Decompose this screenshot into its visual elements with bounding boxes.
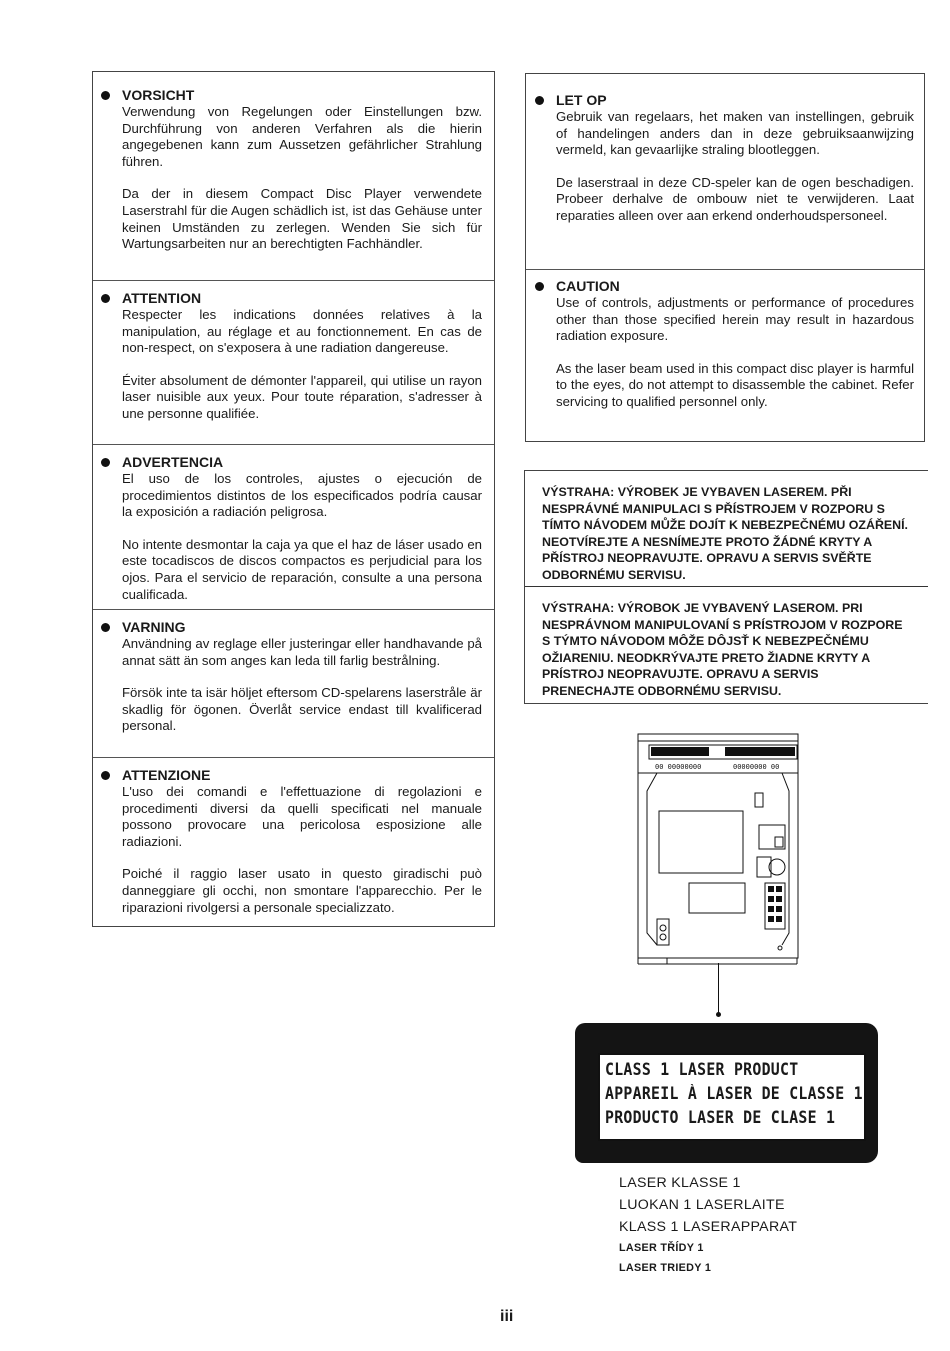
bullet-icon (101, 771, 110, 780)
paragraph: Verwendung von Regelungen oder Einstellungen bzw. Durchführung von anderen Verfahren als die hierin angegebenen kann zum Aussetzen gefährlicher Strahlung führen. (122, 104, 482, 169)
laser-class-label-panel (598, 1053, 866, 1141)
section-let-op (526, 74, 924, 270)
label-line-french: APPAREIL À LASER DE CLASSE 1 (605, 1084, 863, 1103)
label-line-spanish: PRODUCTO LASER DE CLASE 1 (605, 1108, 836, 1127)
laser-class-swedish: KLASS 1 LASERAPPARAT (619, 1218, 798, 1235)
section-heading: ATTENTION (122, 290, 482, 307)
paragraph: Gebruik van regelaars, het maken van instellingen, gebruik of handelingen anders dan in deze gebruiksaanwijzing vermeld, kan gevaarlijke straling blootleggen. (556, 109, 914, 158)
paragraph: El uso de los controles, ajustes o ejecución de procedimientos distintos de los especificados podría causar la exposición a radiación peligrosa. (122, 471, 482, 520)
paragraph: Éviter absolument de démonter l'appareil, qui utilise un rayon laser nuisible aux yeux. Pour toute réparation, s'adresser à une personne qualifiée. (122, 372, 482, 421)
bullet-icon (101, 91, 110, 100)
laser-class-german: LASER KLASSE 1 (619, 1175, 741, 1191)
section-heading: ADVERTENCIA (122, 454, 482, 471)
laser-class-finnish: LUOKAN 1 LASERLAITE (619, 1196, 785, 1213)
leader-arrow-icon (716, 1012, 721, 1017)
slovak-warning (525, 587, 928, 708)
bullet-icon (101, 294, 110, 303)
czech-warning (525, 471, 928, 587)
laser-class-slovak: LASER TRIEDY 1 (619, 1262, 712, 1275)
bullet-icon (101, 458, 110, 467)
cd-player-rear-illustration (637, 733, 799, 965)
section-heading: VARNING (122, 619, 482, 636)
page-number: iii (500, 1308, 514, 1325)
section-heading: ATTENZIONE (122, 767, 482, 784)
section-attention (93, 281, 494, 445)
laser-class-czech: LASER TŘÍDY 1 (619, 1242, 704, 1255)
paragraph: Försök inte ta isär höljet eftersom CD-spelarens laserstråle är skadlig för ögonen. Överlåt service endast till kvalificerad personal. (122, 685, 482, 734)
section-heading: CAUTION (556, 278, 914, 295)
device-readout-left: 00 00000000 (655, 763, 702, 771)
section-attenzione (93, 758, 494, 922)
laser-class-label (575, 1023, 878, 1163)
paragraph: De laserstraal in deze CD-speler kan de ogen beschadigen. Probeer derhalve de ombouw niet te verwijderen. Laat reparaties alleen over aan erkend onderhoudspersoneel. (556, 174, 914, 223)
section-heading: LET OP (556, 92, 914, 109)
paragraph: Respecter les indications données relatives à la manipulation, au réglage et au fonctionnement. En cas de non-respect, on s'exposera à une radiation dangereuse. (122, 307, 482, 356)
device-readout-right: 00000000 00 (733, 763, 780, 771)
slovak-warning-text: VÝSTRAHA: VÝROBOK JE VYBAVENÝ LASEROM. PRI NESPRÁVNOM MANIPULOVANÍ S PRÍSTROJOM V ROZPORE S TÝMTO NÁVODOM MÔŽE DÔJSŤ K NEBEZPEČNÉMU OŽIARENIU. NEODKRÝVAJTE PRETO ŽIADNE KRYTY A PRÍSTROJ NEOPRAVUJTE. OPRAVU A SERVIS PRENECHAJTE ODBORNÉMU SERVISU. (542, 601, 903, 698)
bullet-icon (535, 96, 544, 105)
paragraph: Use of controls, adjustments or performance of procedures other than those specified herein may result in hazardous radiation exposure. (556, 295, 914, 344)
czech-slovak-warning-box (524, 470, 928, 704)
paragraph: Da der in diesem Compact Disc Player verwendete Laserstrahl für die Augen schädlich ist, ist das Gehäuse unter keinen Umständen zu zerlegen. Wenden Sie sich für Wartungsarbeiten nur an berechtigten Fachhändler. (122, 186, 482, 252)
paragraph: As the laser beam used in this compact disc player is harmful to the eyes, do not attempt to disassemble the cabinet. Refer servicing to qualified personnel only. (556, 360, 914, 409)
section-varning (93, 610, 494, 758)
label-line-english: CLASS 1 LASER PRODUCT (605, 1060, 799, 1079)
paragraph: L'uso dei comandi e l'effettuazione di regolazioni e procedimenti diversi da quelli specificati nel manuale possono provocare una pericolosa esposizione alle radiazioni. (122, 784, 482, 849)
section-caution (526, 270, 924, 417)
bullet-icon (535, 282, 544, 291)
czech-warning-text: VÝSTRAHA: VÝROBEK JE VYBAVEN LASEREM. PŘI NESPRÁVNÉ MANIPULACI S PŘÍSTROJEM V ROZPORU S TÍMTO NÁVODEM MŮŽE DOJÍT K NEBEZPEČNÉMU OZÁŘENÍ. NEOTVÍREJTE A NESNÍMEJTE PROTO ŽÁDNÉ KRYTY A PŘÍSTROJ NEOPRAVUJTE. OPRAVU A SERVIS SVĚŘTE ODBORNÉMU SERVISU. (542, 485, 908, 582)
laser-class-translations (619, 1173, 879, 1277)
multilingual-warning-box-right (525, 73, 925, 442)
paragraph: No intente desmontar la caja ya que el haz de láser usado en este tocadiscos de discos compactos es perjudicial para los ojos. Para el servicio de reparación, consulte a una persona cualificada. (122, 536, 482, 602)
multilingual-warning-box-left (92, 71, 495, 927)
paragraph: Användning av reglage eller justeringar eller handhavande på annat sätt än som anges kan leda till farlig bestrålning. (122, 636, 482, 668)
section-vorsicht (93, 72, 494, 281)
section-advertencia (93, 445, 494, 610)
leader-line (718, 963, 719, 1015)
paragraph: Poiché il raggio laser usato in questo giradischi può danneggiare gli occhi, non smontare l'apparecchio. Per le riparazioni rivolgersi a personale specializzato. (122, 866, 482, 915)
bullet-icon (101, 623, 110, 632)
section-heading: VORSICHT (122, 87, 482, 104)
